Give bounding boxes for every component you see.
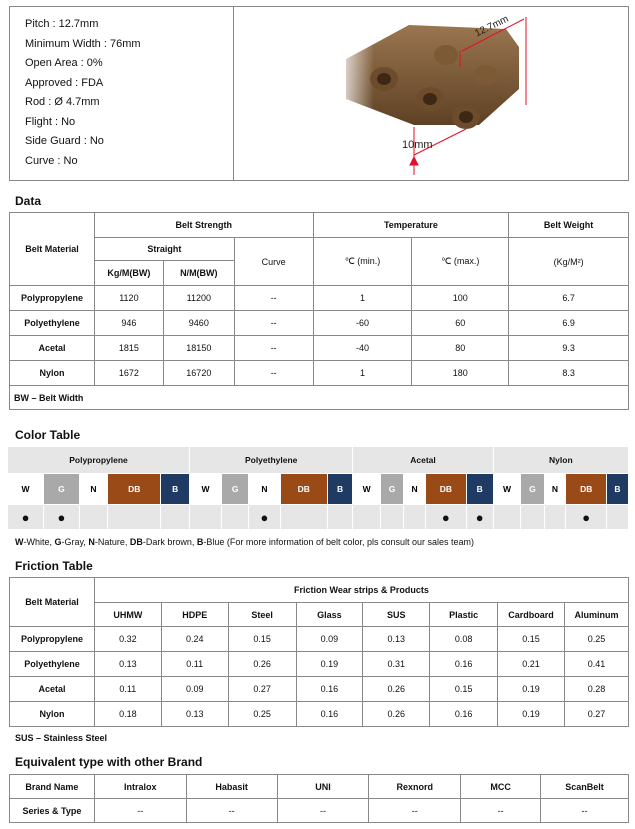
availability-cell: ● [44,505,79,530]
color-swatch-w: W [8,474,44,505]
brand-header: Rexnord [369,775,461,799]
cell: 0.16 [296,702,363,727]
cell: 9460 [163,311,234,336]
color-swatch-g: G [222,474,249,505]
dim-height-label: 10mm [402,139,433,151]
color-swatch-db: DB [280,474,327,505]
spec-approved: Approved : FDA [25,76,104,89]
cell: -- [461,799,541,823]
cell: 0.16 [430,702,498,727]
availability-cell [108,505,161,530]
spec-curve: Curve : No [25,154,78,167]
legend-key: W [15,537,24,547]
cell: 0.13 [161,702,228,727]
availability-row [8,505,629,530]
cell: 6.9 [509,311,629,336]
cell: 1672 [94,361,163,386]
cell: 6.7 [509,286,629,311]
availability-cell [222,505,249,530]
cell: 0.27 [565,702,629,727]
availability-cell [190,505,222,530]
h-belt-material: Belt Material [10,213,95,286]
h-straight: Straight [94,238,234,261]
row-material: Polyethylene [10,311,95,336]
legend-key: G [54,537,62,547]
availability-cell [280,505,327,530]
legend-key: N [88,537,95,547]
spec-open-area: Open Area : 0% [25,57,103,69]
cell: 0.26 [228,652,296,677]
cell: 0.09 [161,677,228,702]
color-group-header: Nylon [493,447,628,474]
friction-col-header: Aluminum [565,603,629,627]
color-swatch-b: B [466,474,493,505]
equivalent-header-row [10,775,629,799]
friction-col-header: HDPE [161,603,228,627]
spec-list-cell [10,7,234,181]
table-row [10,702,629,727]
friction-footnote: SUS – Stainless Steel [15,733,108,743]
cell: 0.19 [498,677,565,702]
legend-text: -Blue (For more information of belt color, pls consult our sales team) [203,537,475,547]
color-swatch-w: W [493,474,521,505]
color-group-header: Polypropylene [8,447,190,474]
cell: 0.19 [498,702,565,727]
cell: 0.25 [228,702,296,727]
friction-col-header: Steel [228,603,296,627]
color-swatch-g: G [521,474,544,505]
row-material: Polyethylene [10,652,95,677]
belt-figure-cell [234,7,629,181]
cell: 9.3 [509,336,629,361]
availability-cell [493,505,521,530]
color-swatch-b: B [607,474,629,505]
table-row [10,286,629,311]
cell: 0.15 [430,677,498,702]
table-row [10,677,629,702]
friction-table [9,577,629,727]
brand-header: ScanBelt [541,775,629,799]
h-belt-material: Belt Material [10,578,95,627]
availability-cell: ● [426,505,467,530]
brand-header: MCC [461,775,541,799]
table-row [10,311,629,336]
friction-col-header: Cardboard [498,603,565,627]
legend-text: -White, [23,537,55,547]
row-material: Polypropylene [10,627,95,652]
belt-module-illustration [234,7,628,175]
color-swatch-n: N [79,474,108,505]
h-temp-max: ℃ (max.) [412,238,509,286]
availability-cell [327,505,353,530]
color-swatch-db: DB [108,474,161,505]
cell: 0.11 [161,652,228,677]
friction-col-header: UHMW [94,603,161,627]
cell: 0.15 [228,627,296,652]
cell: -- [186,799,277,823]
friction-title: Friction Table [15,559,93,573]
friction-col-header: SUS [363,603,430,627]
h-belt-weight: Belt Weight [509,213,629,238]
cell: 18150 [163,336,234,361]
availability-cell [380,505,403,530]
color-swatch-b: B [161,474,190,505]
cell: 1 [313,286,412,311]
legend-text: -Dark brown, [142,537,197,547]
legend-text: -Nature, [94,537,130,547]
cell: 0.19 [296,652,363,677]
h-weight-unit: (Kg/M²) [509,238,629,286]
cell: 0.31 [363,652,430,677]
h-belt-strength: Belt Strength [94,213,313,238]
h-friction-group: Friction Wear strips & Products [94,578,628,603]
table-row [10,652,629,677]
friction-col-header: Plastic [430,603,498,627]
color-swatch-n: N [404,474,426,505]
cell: 100 [412,286,509,311]
availability-cell: ● [466,505,493,530]
data-title: Data [15,194,42,208]
h-temp-min: ℃ (min.) [313,238,412,286]
brand-header: Intralox [94,775,186,799]
color-group-header: Acetal [353,447,493,474]
spec-min-width: Minimum Width : 76mm [25,37,141,50]
cell: 0.13 [363,627,430,652]
spec-box [9,6,629,181]
cell: 946 [94,311,163,336]
cell: -- [234,286,313,311]
color-swatch-db: DB [566,474,607,505]
cell: 0.15 [498,627,565,652]
spec-pitch: Pitch : 12.7mm [25,18,99,30]
equivalent-data-row [10,799,629,823]
dim-pitch-label: 12.7mm [473,13,511,40]
cell: -60 [313,311,412,336]
friction-header-row [10,603,629,627]
legend-key: B [196,537,204,547]
availability-cell: ● [566,505,607,530]
equivalent-title: Equivalent type with other Brand [15,755,203,769]
cell: 0.08 [430,627,498,652]
availability-cell [161,505,190,530]
table-row [10,627,629,652]
cell: 0.26 [363,702,430,727]
color-swatch-db: DB [426,474,467,505]
cell: 180 [412,361,509,386]
cell: 0.41 [565,652,629,677]
cell: 1815 [94,336,163,361]
color-swatch-g: G [380,474,403,505]
cell: 0.28 [565,677,629,702]
legend-key: DB [129,537,143,547]
h-n-per-m: N/M(BW) [163,261,234,286]
cell: 80 [412,336,509,361]
cell: 60 [412,311,509,336]
spec-side-guard: Side Guard : No [25,135,104,147]
row-label: Series & Type [10,799,95,823]
brand-header: Habasit [186,775,277,799]
availability-cell [353,505,381,530]
cell: 16720 [163,361,234,386]
row-material: Polypropylene [10,286,95,311]
h-curve: Curve [234,238,313,286]
h-kg-per-m: Kg/M(BW) [94,261,163,286]
availability-cell: ● [249,505,280,530]
color-swatch-g: G [44,474,79,505]
spec-flight: Flight : No [25,115,76,128]
table-row [10,336,629,361]
data-table [9,212,629,410]
cell: -- [234,311,313,336]
spec-rod: Rod : Ø 4.7mm [25,96,100,108]
cell: 0.32 [94,627,161,652]
color-swatch-b: B [327,474,353,505]
cell: -- [541,799,629,823]
cell: 0.26 [363,677,430,702]
row-material: Acetal [10,677,95,702]
h-temperature: Temperature [313,213,509,238]
cell: 0.24 [161,627,228,652]
availability-cell [544,505,566,530]
cell: 0.16 [430,652,498,677]
cell: 0.16 [296,677,363,702]
cell: 11200 [163,286,234,311]
table-row [10,361,629,386]
color-swatch-w: W [190,474,222,505]
color-table-title: Color Table [15,428,81,442]
spec-list [10,7,233,171]
cell: -- [94,799,186,823]
cell: 0.18 [94,702,161,727]
cell: 0.27 [228,677,296,702]
color-swatch-n: N [544,474,566,505]
color-swatch-n: N [249,474,280,505]
cell: -- [369,799,461,823]
cell: -- [234,361,313,386]
availability-cell [607,505,629,530]
cell: -- [277,799,369,823]
belt-module-shape [334,25,519,129]
swatch-row [8,474,629,505]
cell: 1 [313,361,412,386]
cell: -- [234,336,313,361]
color-table [7,446,629,530]
brand-header: UNI [277,775,369,799]
cell: 0.09 [296,627,363,652]
availability-cell: ● [8,505,44,530]
availability-cell [404,505,426,530]
color-swatch-w: W [353,474,381,505]
legend-text: -Gray, [61,537,89,547]
cell: 0.25 [565,627,629,652]
row-material: Nylon [10,361,95,386]
color-group-header: Polyethylene [190,447,353,474]
availability-cell [79,505,108,530]
row-material: Nylon [10,702,95,727]
row-material: Acetal [10,336,95,361]
cell: 0.13 [94,652,161,677]
data-footnote: BW – Belt Width [10,386,629,410]
friction-col-header: Glass [296,603,363,627]
h-brand-name: Brand Name [10,775,95,799]
cell: 1120 [94,286,163,311]
cell: 0.21 [498,652,565,677]
cell: -40 [313,336,412,361]
cell: 0.11 [94,677,161,702]
cell: 8.3 [509,361,629,386]
equivalent-table [9,774,629,823]
color-legend [15,537,474,547]
availability-cell [521,505,544,530]
